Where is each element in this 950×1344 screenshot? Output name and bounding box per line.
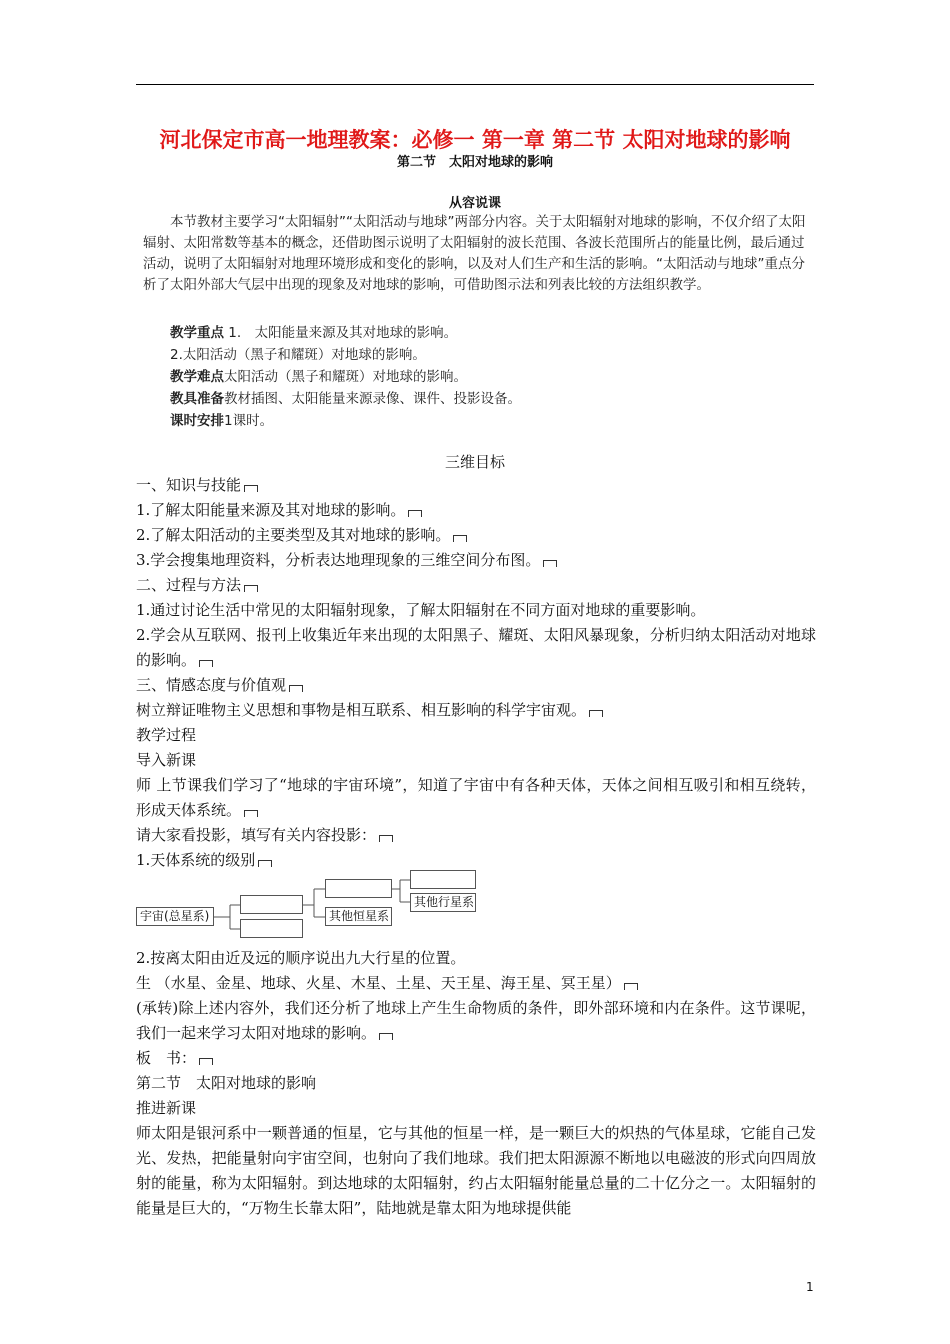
key-1-text: 1. 太阳能量来源及其对地球的影响。 xyxy=(228,325,458,341)
section-cong-heading: 从容说课 xyxy=(448,196,501,211)
board-title: 第二节 太阳对地球的影响 xyxy=(136,1074,317,1092)
diagram-blank-box xyxy=(410,870,476,889)
goal-1-1-text: 1.了解太阳能量来源及其对地球的影响。 xyxy=(136,501,406,519)
diagram-blank-box xyxy=(240,895,303,914)
transition-text-body: (承转)除上述内容外，我们还分析了地球上产生生命物质的条件，即外部环境和内在条件。这节课呢，我们一起来学习太阳对地球的影响。 xyxy=(136,999,816,1042)
goal-2-2-text: 2.学会从互联网、报刊上收集近年来出现的太阳黑子、耀斑、太阳风暴现象，分析归纳太阳活动对地球的影响。 xyxy=(136,626,816,669)
question-1-text: 1.天体系统的级别 xyxy=(136,851,256,869)
return-mark-icon xyxy=(379,1033,393,1040)
goal-section-2-text: 二、过程与方法 xyxy=(136,576,242,594)
process-heading: 教学过程 xyxy=(136,726,197,744)
teacher-text-1-body: 师 上节课我们学习了“地球的宇宙环境”，知道了宇宙中有各种天体，天体之间相互吸引和相互绕转，形成天体系统。 xyxy=(136,776,816,819)
teacher-text-2-body: 请大家看投影，填写有关内容投影： xyxy=(136,826,377,844)
transition-text xyxy=(136,996,816,1046)
diagram-other-stars-box: 其他恒星系 xyxy=(325,907,392,926)
difficulty-text: 太阳活动（黑子和耀斑）对地球的影响。 xyxy=(224,369,467,385)
intro-paragraph: 本节教材主要学习“太阳辐射”“太阳活动与地球”两部分内容。关于太阳辐射对地球的影响，不仅介绍了太阳辐射、太阳常数等基本的概念，还借助图示说明了太阳辐射的波长范围、各波长范围所占的能量比例，最后通过活动，说明了太阳辐射对地理环境形成和变化的影响，以及对人们生产和生活的影响。“太阳活动与地球”重点分析了太阳外部大气层中出现的现象及对地球的影响，可借助图示法和列表比较的方法组织教学。 xyxy=(143,214,806,293)
return-mark-icon xyxy=(199,1058,213,1065)
diagram-blank-box xyxy=(325,879,392,898)
goal-section-1-text: 一、知识与技能 xyxy=(136,476,242,494)
section-subtitle: 第二节 太阳对地球的影响 xyxy=(396,155,553,170)
student-answer-2 xyxy=(136,971,638,996)
goal-2-1: 1.通过讨论生活中常见的太阳辐射现象，了解太阳辐射在不同方面对地球的重要影响。 xyxy=(136,601,706,619)
student-answer-2-text: 生 （水星、金星、地球、火星、木星、土星、天王星、海王星、冥王星） xyxy=(136,974,621,992)
return-mark-icon xyxy=(624,983,638,990)
board-label-text: 板 书： xyxy=(136,1049,197,1067)
key-point-2: 2.太阳活动（黑子和耀斑）对地球的影响。 xyxy=(170,347,426,363)
hours-text: 1课时。 xyxy=(224,413,274,429)
document-title: 河北保定市高一地理教案：必修一 第一章 第二节 太阳对地球的影响 xyxy=(159,127,791,152)
goal-3-1-text: 树立辩证唯物主义思想和事物是相互联系、相互影响的科学宇宙观。 xyxy=(136,701,587,719)
tools-text: 教材插图、太阳能量来源录像、课件、投影设备。 xyxy=(224,391,521,407)
goal-1-3-text: 3.学会搜集地理资料，分析表达地理现象的三维空间分布图。 xyxy=(136,551,541,569)
teacher-text-4: 师太阳是银河系中一颗普通的恒星，它与其他的恒星一样，是一颗巨大的炽热的气体星球，它能自己发光、发热，把能量射向宇宙空间，也射向了我们地球。我们把太阳源源不断地以电磁波的形式向四周放射的能量，称为太阳辐射。到达地球的太阳辐射，约占太阳辐射能量总量的二十亿分之一。太阳辐射的能量是巨大的，“万物生长靠太阳”，陆地就是靠太阳为地球提供能 xyxy=(136,1124,816,1217)
goals-heading: 三维目标 xyxy=(444,453,505,471)
question-2: 2.按离太阳由近及远的顺序说出九大行星的位置。 xyxy=(136,949,466,967)
goal-section-3-text: 三、情感态度与价值观 xyxy=(136,676,287,694)
advance-heading: 推进新课 xyxy=(136,1099,197,1117)
page-number: 1 xyxy=(806,1280,814,1294)
difficulty-label: 教学难点 xyxy=(170,369,224,385)
diagram-root-box: 宇宙(总星系) xyxy=(136,907,214,926)
key-label: 教学重点 xyxy=(170,325,224,341)
diagram-blank-box xyxy=(240,919,303,938)
diagram-other-planets-box: 其他行星系 xyxy=(410,893,476,912)
goal-1-2-text: 2.了解太阳活动的主要类型及其对地球的影响。 xyxy=(136,526,451,544)
intro-new-heading: 导入新课 xyxy=(136,751,197,769)
hours-label: 课时安排 xyxy=(170,413,224,429)
tools-label: 教具准备 xyxy=(170,391,224,407)
board-label xyxy=(136,1046,213,1071)
